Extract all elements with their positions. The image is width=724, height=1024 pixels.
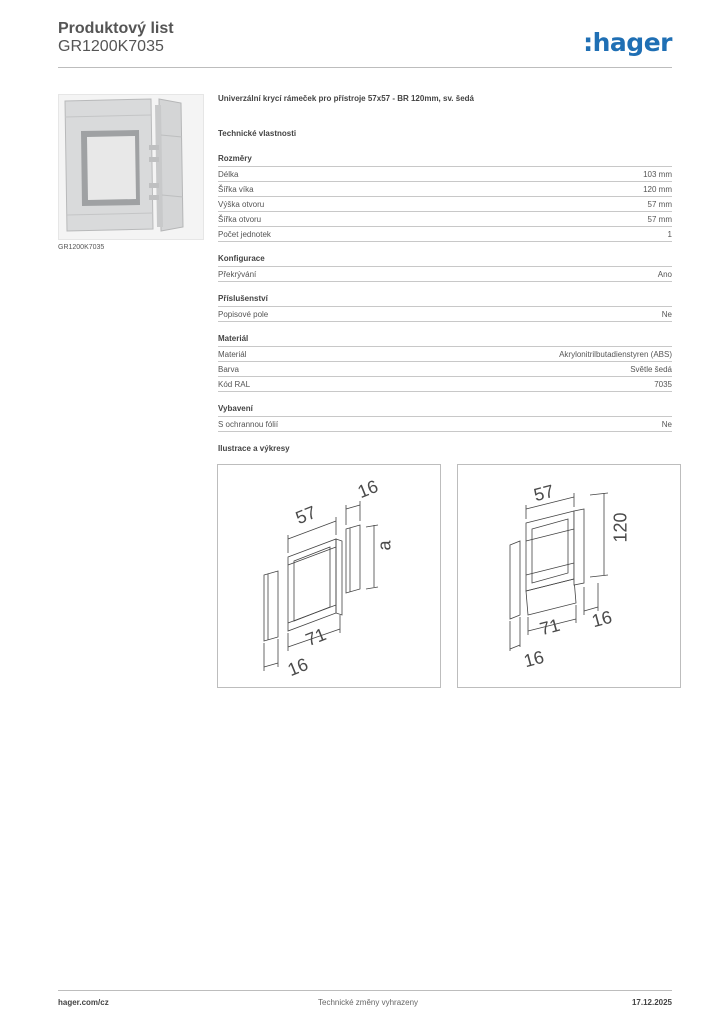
product-code: GR1200K7035	[58, 38, 164, 55]
technical-drawing-left	[217, 464, 441, 688]
spec-value: 57 mm	[647, 215, 672, 224]
spec-label: Materiál	[218, 350, 247, 359]
dim-cover-depth: 16	[354, 476, 381, 503]
footer-date: 17.12.2025	[631, 998, 672, 1007]
section-accessories	[218, 294, 672, 322]
spec-row	[218, 227, 672, 242]
spec-value: 1	[667, 230, 672, 239]
section-configuration	[218, 254, 672, 282]
dim-height: a	[374, 540, 395, 551]
spec-label: Délka	[218, 170, 239, 179]
section-dimensions	[218, 154, 672, 242]
spec-row	[218, 197, 672, 212]
spec-row	[218, 347, 672, 362]
footer-divider	[58, 990, 672, 991]
dim-side-depth: 16	[284, 654, 311, 681]
header-divider	[58, 67, 672, 68]
dim-side-depth: 16	[589, 606, 615, 632]
illustrations-title: Ilustrace a výkresy	[218, 444, 290, 453]
spec-row	[218, 362, 672, 377]
dim-depth: 71	[302, 624, 329, 651]
section-equipment	[218, 404, 672, 432]
spec-label: Výška otvoru	[218, 200, 265, 209]
dim-height: 120	[610, 512, 631, 543]
spec-label: Barva	[218, 365, 239, 374]
section-title: Vybavení	[218, 404, 672, 417]
spec-value: Ne	[661, 420, 672, 429]
spec-value: Ne	[661, 310, 672, 319]
spec-label: Šířka otvoru	[218, 215, 262, 224]
spec-label: Překrývání	[218, 270, 257, 279]
dim-frame-width: 57	[292, 502, 319, 529]
product-photo	[58, 94, 204, 240]
document-title: Produktový list	[58, 20, 174, 37]
spec-label: Počet jednotek	[218, 230, 271, 239]
spec-row	[218, 167, 672, 182]
spec-row	[218, 417, 672, 432]
photo-caption: GR1200K7035	[58, 244, 105, 251]
product-description: Univerzální krycí rámeček pro přístroje 57x57 - BR 120mm, sv. šedá	[218, 94, 474, 103]
spec-label: S ochrannou fólií	[218, 420, 279, 429]
hager-logo: :hager	[583, 28, 672, 57]
spec-row	[218, 267, 672, 282]
technical-drawing-right	[457, 464, 681, 688]
spec-value: 7035	[654, 380, 672, 389]
spec-value: 57 mm	[647, 200, 672, 209]
footer-notice: Technické změny vyhrazeny	[318, 998, 419, 1007]
spec-value: Světle šedá	[630, 365, 672, 374]
section-title: Rozměry	[218, 154, 672, 167]
spec-row	[218, 307, 672, 322]
dim-frame-width: 57	[531, 480, 557, 506]
dim-depth: 71	[537, 614, 563, 640]
spec-value: 103 mm	[643, 170, 672, 179]
spec-row	[218, 212, 672, 227]
section-material	[218, 334, 672, 392]
dim-base-depth: 16	[521, 646, 547, 672]
spec-row	[218, 377, 672, 392]
spec-value: Ano	[657, 270, 672, 279]
technical-properties-title: Technické vlastnosti	[218, 129, 297, 138]
spec-row	[218, 182, 672, 197]
spec-label: Popisové pole	[218, 310, 269, 319]
spec-label: Kód RAL	[218, 380, 251, 389]
specification-panel	[218, 94, 672, 432]
section-title: Materiál	[218, 334, 672, 347]
section-title: Příslušenství	[218, 294, 672, 307]
footer-website: hager.com/cz	[58, 998, 109, 1007]
section-title: Konfigurace	[218, 254, 672, 267]
spec-value: Akrylonitrilbutadienstyren (ABS)	[559, 350, 672, 359]
spec-value: 120 mm	[643, 185, 672, 194]
spec-label: Šířka víka	[218, 185, 254, 194]
